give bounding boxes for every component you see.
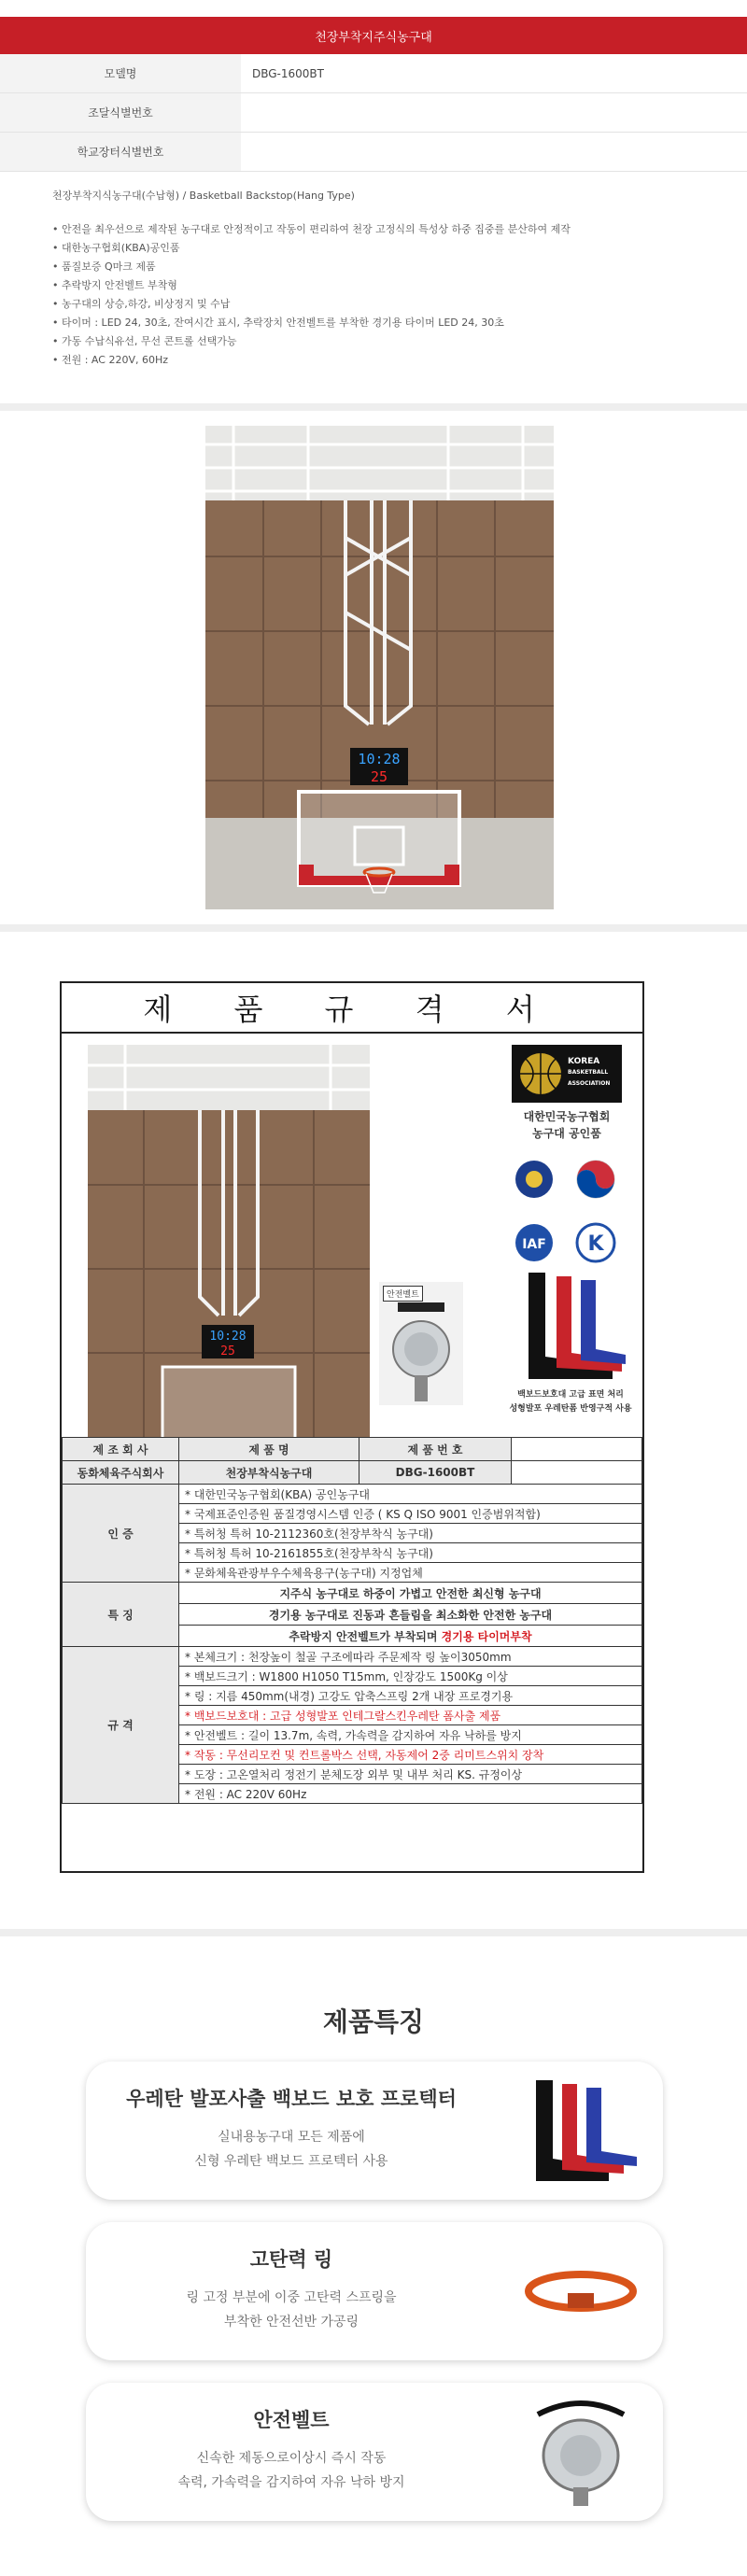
info-row-procurement-id [0,93,747,133]
info-label: 모델명 [0,54,241,92]
basketball-ring-icon [519,2235,642,2347]
list-item: • 전원 : AC 220V, 60Hz [52,354,169,366]
feature-item-last [179,1626,642,1647]
spec-timer-bottom-text: 25 [220,1344,235,1358]
header-cell: 제 품 명 [179,1438,359,1461]
size-item: * 전원 : AC 220V 60Hz [179,1784,642,1804]
list-item: • 대한농구협회(KBA)공인품 [52,242,180,254]
feature-card-title: 고탄력 링 [249,2248,333,2271]
list-item: • 품질보증 Q마크 제품 [52,260,156,273]
k-mark-text: K [587,1232,604,1256]
size-item: * 링 : 지름 450mm(내경) 고강도 압축스프링 2개 내장 프로경기용 [179,1686,642,1706]
info-row-school-market-id [0,133,747,172]
value-cell: 천장부착식농구대 [179,1461,359,1485]
info-value: DBG-1600BT [252,66,324,80]
description-bullets [52,220,706,370]
value-cell: 동화체육주식회사 [63,1461,179,1485]
info-label: 학교장터식별번호 [0,133,241,171]
backboard-protector-icon [510,1263,627,1385]
features-title: 제품특징 [322,2006,425,2037]
feature-card-text [105,2446,478,2495]
list-item: • 가동 수납식유선, 무선 콘트롤 선택가능 [52,335,237,347]
header-cell-empty [512,1438,642,1461]
spec-sheet [60,981,644,1873]
list-item: • 추락방지 안전벨트 부착형 [52,279,177,291]
safety-belt-label: 안전벨트 [383,1286,423,1302]
feature-item-text: 추락방지 안전벨트가 부착되며 [289,1629,442,1643]
protector-photo [510,1263,627,1385]
description-intro: 천장부착지식농구대(수납형) / Basketball Backstop(Hang Type) [52,190,355,202]
gym-hoop-illustration [205,426,554,909]
spec-timer-top-text: 10:28 [209,1330,247,1344]
cert-item: * 국제표준인증원 품질경영시스템 인증 ( KS Q ISO 9001 인증범위적합) [179,1504,642,1524]
feature-item: 지주식 농구대로 하중이 가볍고 안전한 최신형 농구대 [179,1583,642,1604]
size-item: * 도장 : 고온열처리 정전기 분체도장 외부 및 내부 처리 KS. 규정이상 [179,1765,642,1784]
header-cell: 제 조 회 사 [63,1438,179,1461]
section-divider [0,1929,747,1936]
feature-card-ring [86,2222,663,2360]
product-description [52,187,706,370]
iaf-text: IAF [522,1237,546,1252]
spec-header-table [62,1437,642,1485]
kba-logo-line: ASSOCIATION [568,1080,611,1087]
cert-item: * 대한민국농구협회(KBA) 공인농구대 [179,1485,642,1504]
protector-caption-line: 백보드보호대 고급 표면 처리 [517,1390,624,1400]
header-cell: 제 품 번 호 [359,1438,512,1461]
backboard-protector-icon [519,2075,642,2187]
info-value [241,133,747,171]
feature-card-line: 링 고정 부분에 이중 고탄력 스프링을 [186,2290,397,2305]
info-row-model [0,54,747,93]
size-item: * 백보드크기 : W1800 H1050 T15mm, 인장강도 1500Kg 이상 [179,1667,642,1686]
kba-caption-line: 대한민국농구협회 [523,1110,611,1123]
feature-card-safety-belt [86,2383,663,2521]
table-row [63,1438,642,1461]
feature-item: 경기용 농구대로 진동과 흔들림을 최소화한 안전한 농구대 [179,1604,642,1626]
feature-card-title: 우레탄 발포사출 백보드 보호 프로텍터 [126,2088,457,2110]
kba-logo-text [568,1056,610,1090]
info-label: 조달식별번호 [0,93,241,132]
cert-item: * 특허청 특허 10-2161855호(천장부착식 농구대) [179,1543,642,1563]
kba-logo [512,1045,622,1103]
safety-belt-photo [379,1282,463,1405]
spec-title: 제 품 규 격 서 [62,983,642,1034]
size-item: * 본체크기 : 천장높이 철골 구조에따라 주문제작 링 높이3050mm [179,1647,642,1667]
section-divider [0,924,747,932]
timer-bottom-text: 25 [370,768,388,785]
table-row [63,1647,642,1667]
product-info-table [0,54,747,172]
info-value [241,93,747,132]
feature-card-title: 안전벨트 [253,2409,330,2431]
cert-item: * 특허청 특허 10-2112360호(천장부착식 농구대) [179,1524,642,1543]
value-cell-empty [512,1461,642,1485]
list-item: • 타이머 : LED 24, 30초, 잔여시간 표시, 추락장치 안전벨트를 부착한 경기용 타이머 LED 24, 30초 [52,317,504,329]
size-item: * 안전벨트 : 길이 13.7m, 속력, 가속력을 감지하여 자유 낙하를 방지 [179,1725,642,1745]
spec-hoop-illustration [88,1045,370,1482]
kba-caption [491,1108,642,1142]
feature-card-text [105,2125,478,2174]
spec-product-photo [88,1045,370,1482]
feature-label: 특 징 [63,1583,179,1647]
protector-caption-line: 성형발포 우레탄폼 반영구적 사용 [509,1404,632,1414]
safety-belt-icon [519,2396,642,2508]
feature-card-protector [86,2062,663,2200]
size-label: 규 격 [63,1647,179,1804]
kba-logo-line: KOREA [568,1057,600,1066]
feature-item-highlight: 경기용 타이머부착 [441,1629,532,1643]
feature-card-text [105,2286,478,2334]
kba-logo-line: BASKETBALL [568,1069,609,1076]
page-title: 천장부착지주식농구대 [0,17,747,54]
list-item: • 농구대의 상승,하강, 비상정지 및 수납 [52,298,231,310]
product-photo [205,426,554,909]
section-divider [0,403,747,411]
feature-card-line: 속력, 가속력을 감지하여 자유 낙하 방지 [177,2475,405,2490]
protector-caption [499,1388,642,1416]
table-row [63,1485,642,1504]
certification-icons [514,1159,626,1280]
feature-card-line: 실내용농구대 모든 제품에 [218,2130,365,2145]
feature-card-line: 부착한 안전선반 가공링 [223,2315,359,2330]
table-row [63,1461,642,1485]
kba-caption-line: 농구대 공인품 [532,1127,601,1140]
spec-detail-table [62,1484,642,1804]
value-cell: DBG-1600BT [359,1461,512,1485]
size-item: * 작동 : 무선리모컨 및 컨트롤박스 선택, 자동제어 2중 리미트스위치 장착 [179,1745,642,1765]
cert-item: * 문화체육관광부우수체육용구(농구대) 지정업체 [179,1563,642,1583]
size-item: * 백보드보호대 : 고급 성형발포 인테그랄스킨우레탄 폼사출 제품 [179,1706,642,1725]
feature-card-line: 신형 우레탄 백보드 프로텍터 사용 [194,2154,388,2169]
list-item: • 안전을 최우선으로 제작된 농구대로 안정적이고 작동이 편리하여 천장 고정식의 특성상 하중 집중를 분산하여 제작 [52,223,571,235]
cert-label: 인 증 [63,1485,179,1583]
feature-card-line: 신속한 제동으로이상시 즉시 작동 [196,2451,387,2466]
timer-top-text: 10:28 [358,751,401,767]
table-row [63,1583,642,1604]
